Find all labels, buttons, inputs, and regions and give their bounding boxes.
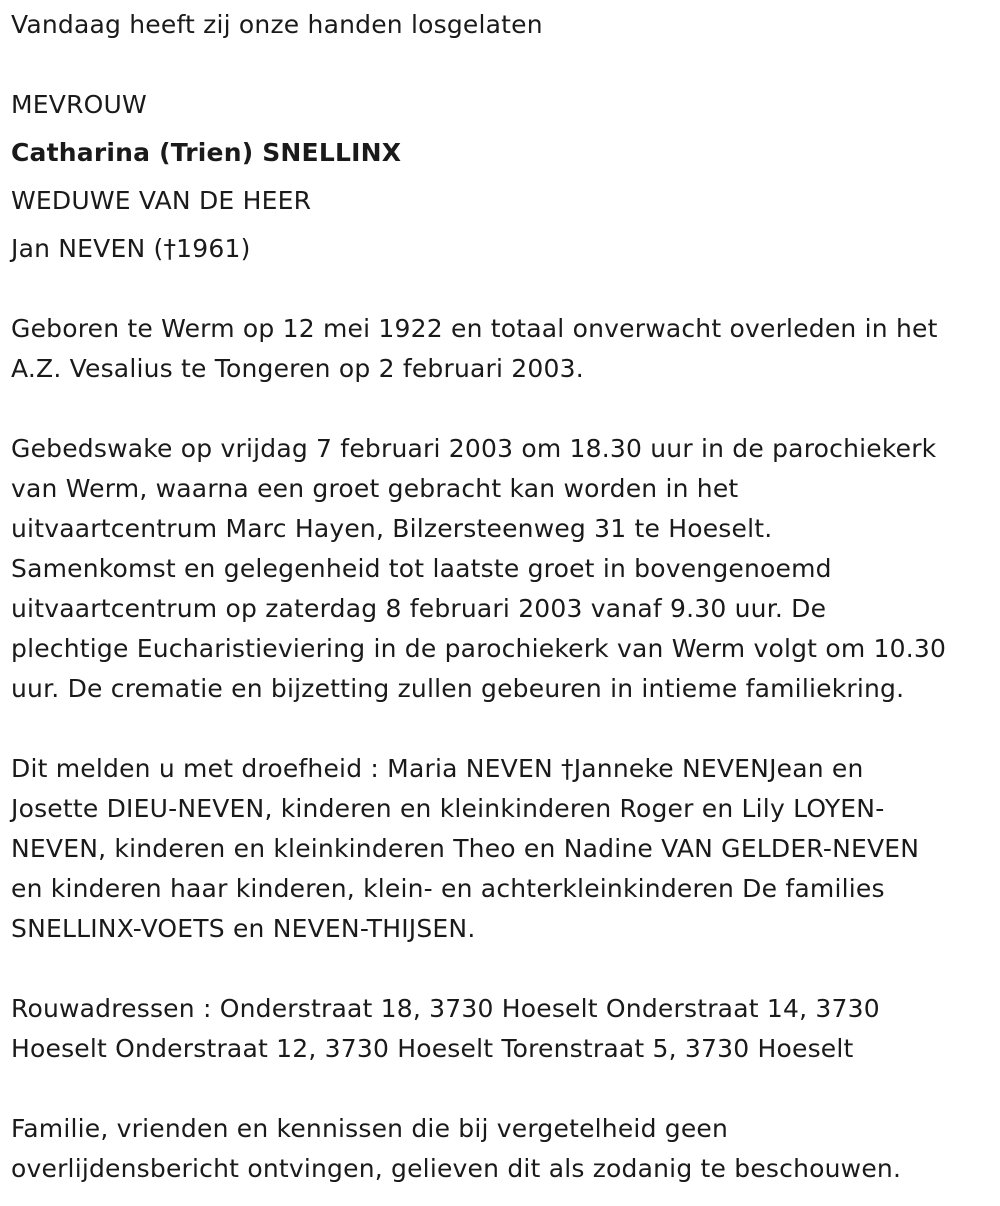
announcers-line: SNELLINX-VOETS en NEVEN-THIJSEN.	[11, 914, 476, 943]
heading: Vandaag heeft zij onze handen losgelaten	[11, 10, 543, 39]
ceremony-line: plechtige Eucharistieviering in de parochiekerk van Werm volgt om 10.30	[11, 634, 947, 663]
announcers-line: Dit melden u met droefheid : Maria NEVEN †Janneke NEVENJean en	[11, 754, 864, 783]
ceremony-line: van Werm, waarna een groet gebracht kan worden in het	[11, 474, 739, 503]
deceased-spouse: Jan NEVEN (†1961)	[11, 234, 251, 263]
deceased-title: MEVROUW	[11, 90, 147, 119]
announcers-line: en kinderen haar kinderen, klein- en achterkleinkinderen De families	[11, 874, 885, 903]
closing-line: overlijdensbericht ontvingen, gelieven dit als zodanig te beschouwen.	[11, 1154, 902, 1183]
ceremony-line: uitvaartcentrum op zaterdag 8 februari 2003 vanaf 9.30 uur. De	[11, 594, 827, 623]
announcers-line: NEVEN, kinderen en kleinkinderen Theo en Nadine VAN GELDER-NEVEN	[11, 834, 920, 863]
ceremony-line: Gebedswake op vrijdag 7 februari 2003 om 18.30 uur in de parochiekerk	[11, 434, 937, 463]
addresses-line: Hoeselt Onderstraat 12, 3730 Hoeselt Torenstraat 5, 3730 Hoeselt	[11, 1034, 854, 1063]
birth-death-line: Geboren te Werm op 12 mei 1922 en totaal onverwacht overleden in het	[11, 314, 938, 343]
birth-death-line: A.Z. Vesalius te Tongeren op 2 februari 2003.	[11, 354, 584, 383]
ceremony-line: Samenkomst en gelegenheid tot laatste groet in bovengenoemd	[11, 554, 832, 583]
closing-line: Familie, vrienden en kennissen die bij vergetelheid geen	[11, 1114, 729, 1143]
addresses-line: Rouwadressen : Onderstraat 18, 3730 Hoeselt Onderstraat 14, 3730	[11, 994, 880, 1023]
deceased-name: Catharina (Trien) SNELLINX	[11, 138, 402, 167]
announcers-line: Josette DIEU-NEVEN, kinderen en kleinkinderen Roger en Lily LOYEN-	[11, 794, 885, 823]
deceased-relation: WEDUWE VAN DE HEER	[11, 186, 312, 215]
ceremony-line: uitvaartcentrum Marc Hayen, Bilzersteenweg 31 te Hoeselt.	[11, 514, 773, 543]
ceremony-line: uur. De crematie en bijzetting zullen gebeuren in intieme familiekring.	[11, 674, 905, 703]
